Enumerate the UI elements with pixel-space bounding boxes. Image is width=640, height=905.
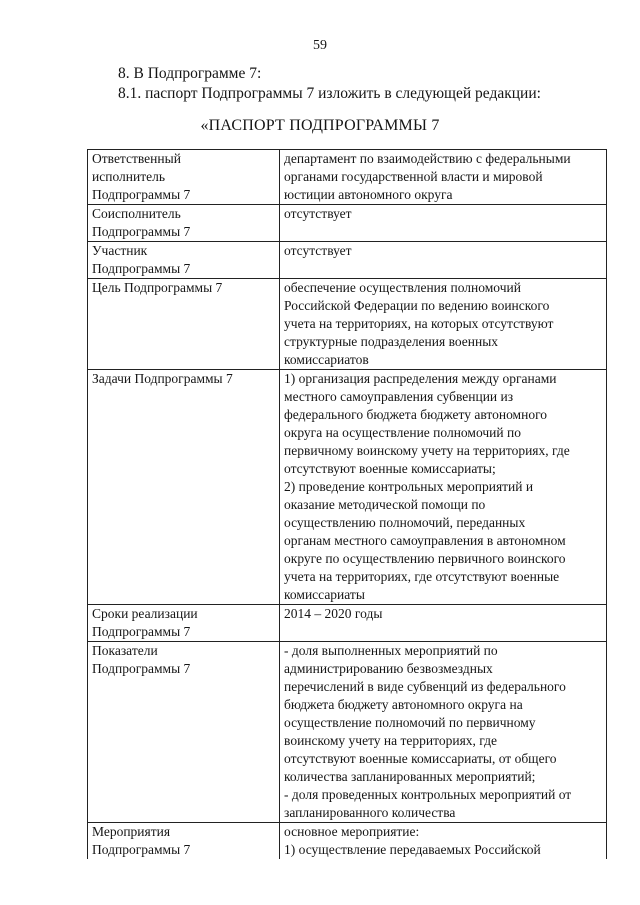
page-number: 59 bbox=[313, 38, 327, 53]
row-label-cell bbox=[88, 605, 280, 642]
row-label-cell bbox=[88, 823, 280, 860]
row-label: Цель Подпрограммы 7 bbox=[92, 280, 223, 295]
row-value: - доля выполненных мероприятий по администрированию безвозмездных перечислений в виде субвенций из федерального бюджета бюджету автономного округа на осуществление полномочий по первичному воинскому учету на территориях, где отсутствуют военные комиссариаты, от общего количества запланированных мероприятий; - доля проведенных контрольных мероприятий от запланированного количества bbox=[284, 643, 572, 820]
row-value-cell bbox=[280, 279, 607, 370]
row-label-cell bbox=[88, 242, 280, 279]
row-value: 1) организация распределения между органами местного самоуправления субвенции из федерального бюджета бюджету автономного округа на осуществление полномочий по первичному воинскому учету на территориях, где отсутствуют военные комиссариаты; 2) проведение контрольных мероприятий и оказание методической помощи по осуществлению полномочий, переданных органам местного самоуправления в автономном округе по осуществлению первичного воинского учета на территориях, где отсутствуют военные комиссариаты bbox=[284, 371, 570, 602]
row-value: 2014 – 2020 годы bbox=[284, 606, 383, 621]
row-label-cell bbox=[88, 279, 280, 370]
row-value-cell bbox=[280, 370, 607, 605]
intro-line-1: 8. В Подпрограмме 7: bbox=[118, 65, 262, 82]
table-row bbox=[88, 605, 607, 642]
row-label: Соисполнитель Подпрограммы 7 bbox=[92, 206, 191, 239]
passport-table bbox=[87, 149, 607, 859]
table-row bbox=[88, 205, 607, 242]
row-value-cell bbox=[280, 642, 607, 823]
table-row bbox=[88, 823, 607, 860]
table-row bbox=[88, 370, 607, 605]
row-label: Участник Подпрограммы 7 bbox=[92, 243, 191, 276]
row-value: обеспечение осуществления полномочий Российской Федерации по ведению воинского учета на территориях, на которых отсутствуют структурные подразделения военных комиссариатов bbox=[284, 280, 554, 367]
row-value-cell bbox=[280, 242, 607, 279]
passport-title: «ПАСПОРТ ПОДПРОГРАММЫ 7 bbox=[200, 117, 440, 134]
row-value-cell bbox=[280, 150, 607, 205]
intro-text bbox=[118, 64, 541, 104]
row-value-cell bbox=[280, 205, 607, 242]
row-value: отсутствует bbox=[284, 206, 352, 221]
intro-line-2: 8.1. паспорт Подпрограммы 7 изложить в следующей редакции: bbox=[118, 85, 541, 102]
row-label: Сроки реализации Подпрограммы 7 bbox=[92, 606, 198, 639]
row-label: Показатели Подпрограммы 7 bbox=[92, 643, 191, 676]
row-label-cell bbox=[88, 205, 280, 242]
table-row bbox=[88, 642, 607, 823]
row-label-cell bbox=[88, 370, 280, 605]
table-row bbox=[88, 279, 607, 370]
row-value: основное мероприятие: 1) осуществление передаваемых Российской bbox=[284, 824, 541, 857]
row-value: департамент по взаимодействию с федеральными органами государственной власти и мировой юстиции автономного округа bbox=[284, 151, 571, 202]
row-label-cell bbox=[88, 642, 280, 823]
row-label-cell bbox=[88, 150, 280, 205]
row-label: Ответственный исполнитель Подпрограммы 7 bbox=[92, 151, 191, 202]
row-label: Мероприятия Подпрограммы 7 bbox=[92, 824, 191, 857]
row-value-cell bbox=[280, 823, 607, 860]
table-row bbox=[88, 242, 607, 279]
row-label: Задачи Подпрограммы 7 bbox=[92, 371, 233, 386]
row-value-cell bbox=[280, 605, 607, 642]
table-row bbox=[88, 150, 607, 205]
row-value: отсутствует bbox=[284, 243, 352, 258]
